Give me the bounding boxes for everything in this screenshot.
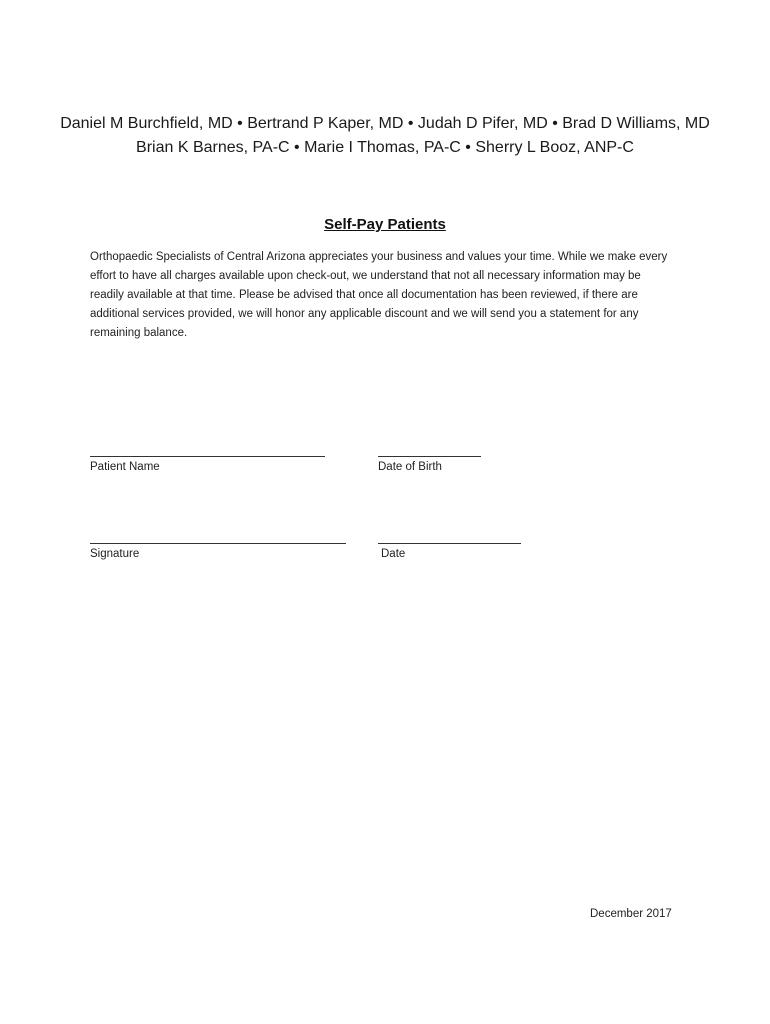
date-line[interactable] xyxy=(378,535,521,544)
provider-list-line-2: Brian K Barnes, PA-C • Marie I Thomas, PA-C • Sherry L Booz, ANP-C xyxy=(136,139,634,156)
patient-name-line[interactable] xyxy=(90,448,325,457)
signature-field[interactable] xyxy=(90,535,346,560)
date-field[interactable] xyxy=(378,535,521,560)
patient-name-label: Patient Name xyxy=(90,461,160,473)
provider-header xyxy=(0,112,770,160)
date-label: Date xyxy=(381,548,406,560)
policy-paragraph: Orthopaedic Specialists of Central Arizona appreciates your business and values your time. While we make every effort to have all charges available upon check-out, we understand that not all necessary information may be readily available at that time. Please be advised that once all documentation has been reviewed, if there are additional services provided, we will honor any applicable discount and we will send you a statement for any remaining balance. xyxy=(90,251,668,339)
date-of-birth-line[interactable] xyxy=(378,448,481,457)
date-of-birth-field[interactable] xyxy=(378,448,481,473)
signature-label: Signature xyxy=(90,548,140,560)
revision-date: December 2017 xyxy=(590,908,672,920)
document-title: Self-Pay Patients xyxy=(324,216,446,233)
signature-line[interactable] xyxy=(90,535,346,544)
date-of-birth-label: Date of Birth xyxy=(378,461,442,473)
provider-list-line-1: Daniel M Burchfield, MD • Bertrand P Kaper, MD • Judah D Pifer, MD • Brad D Williams, MD xyxy=(60,115,710,132)
patient-name-field[interactable] xyxy=(90,448,325,473)
